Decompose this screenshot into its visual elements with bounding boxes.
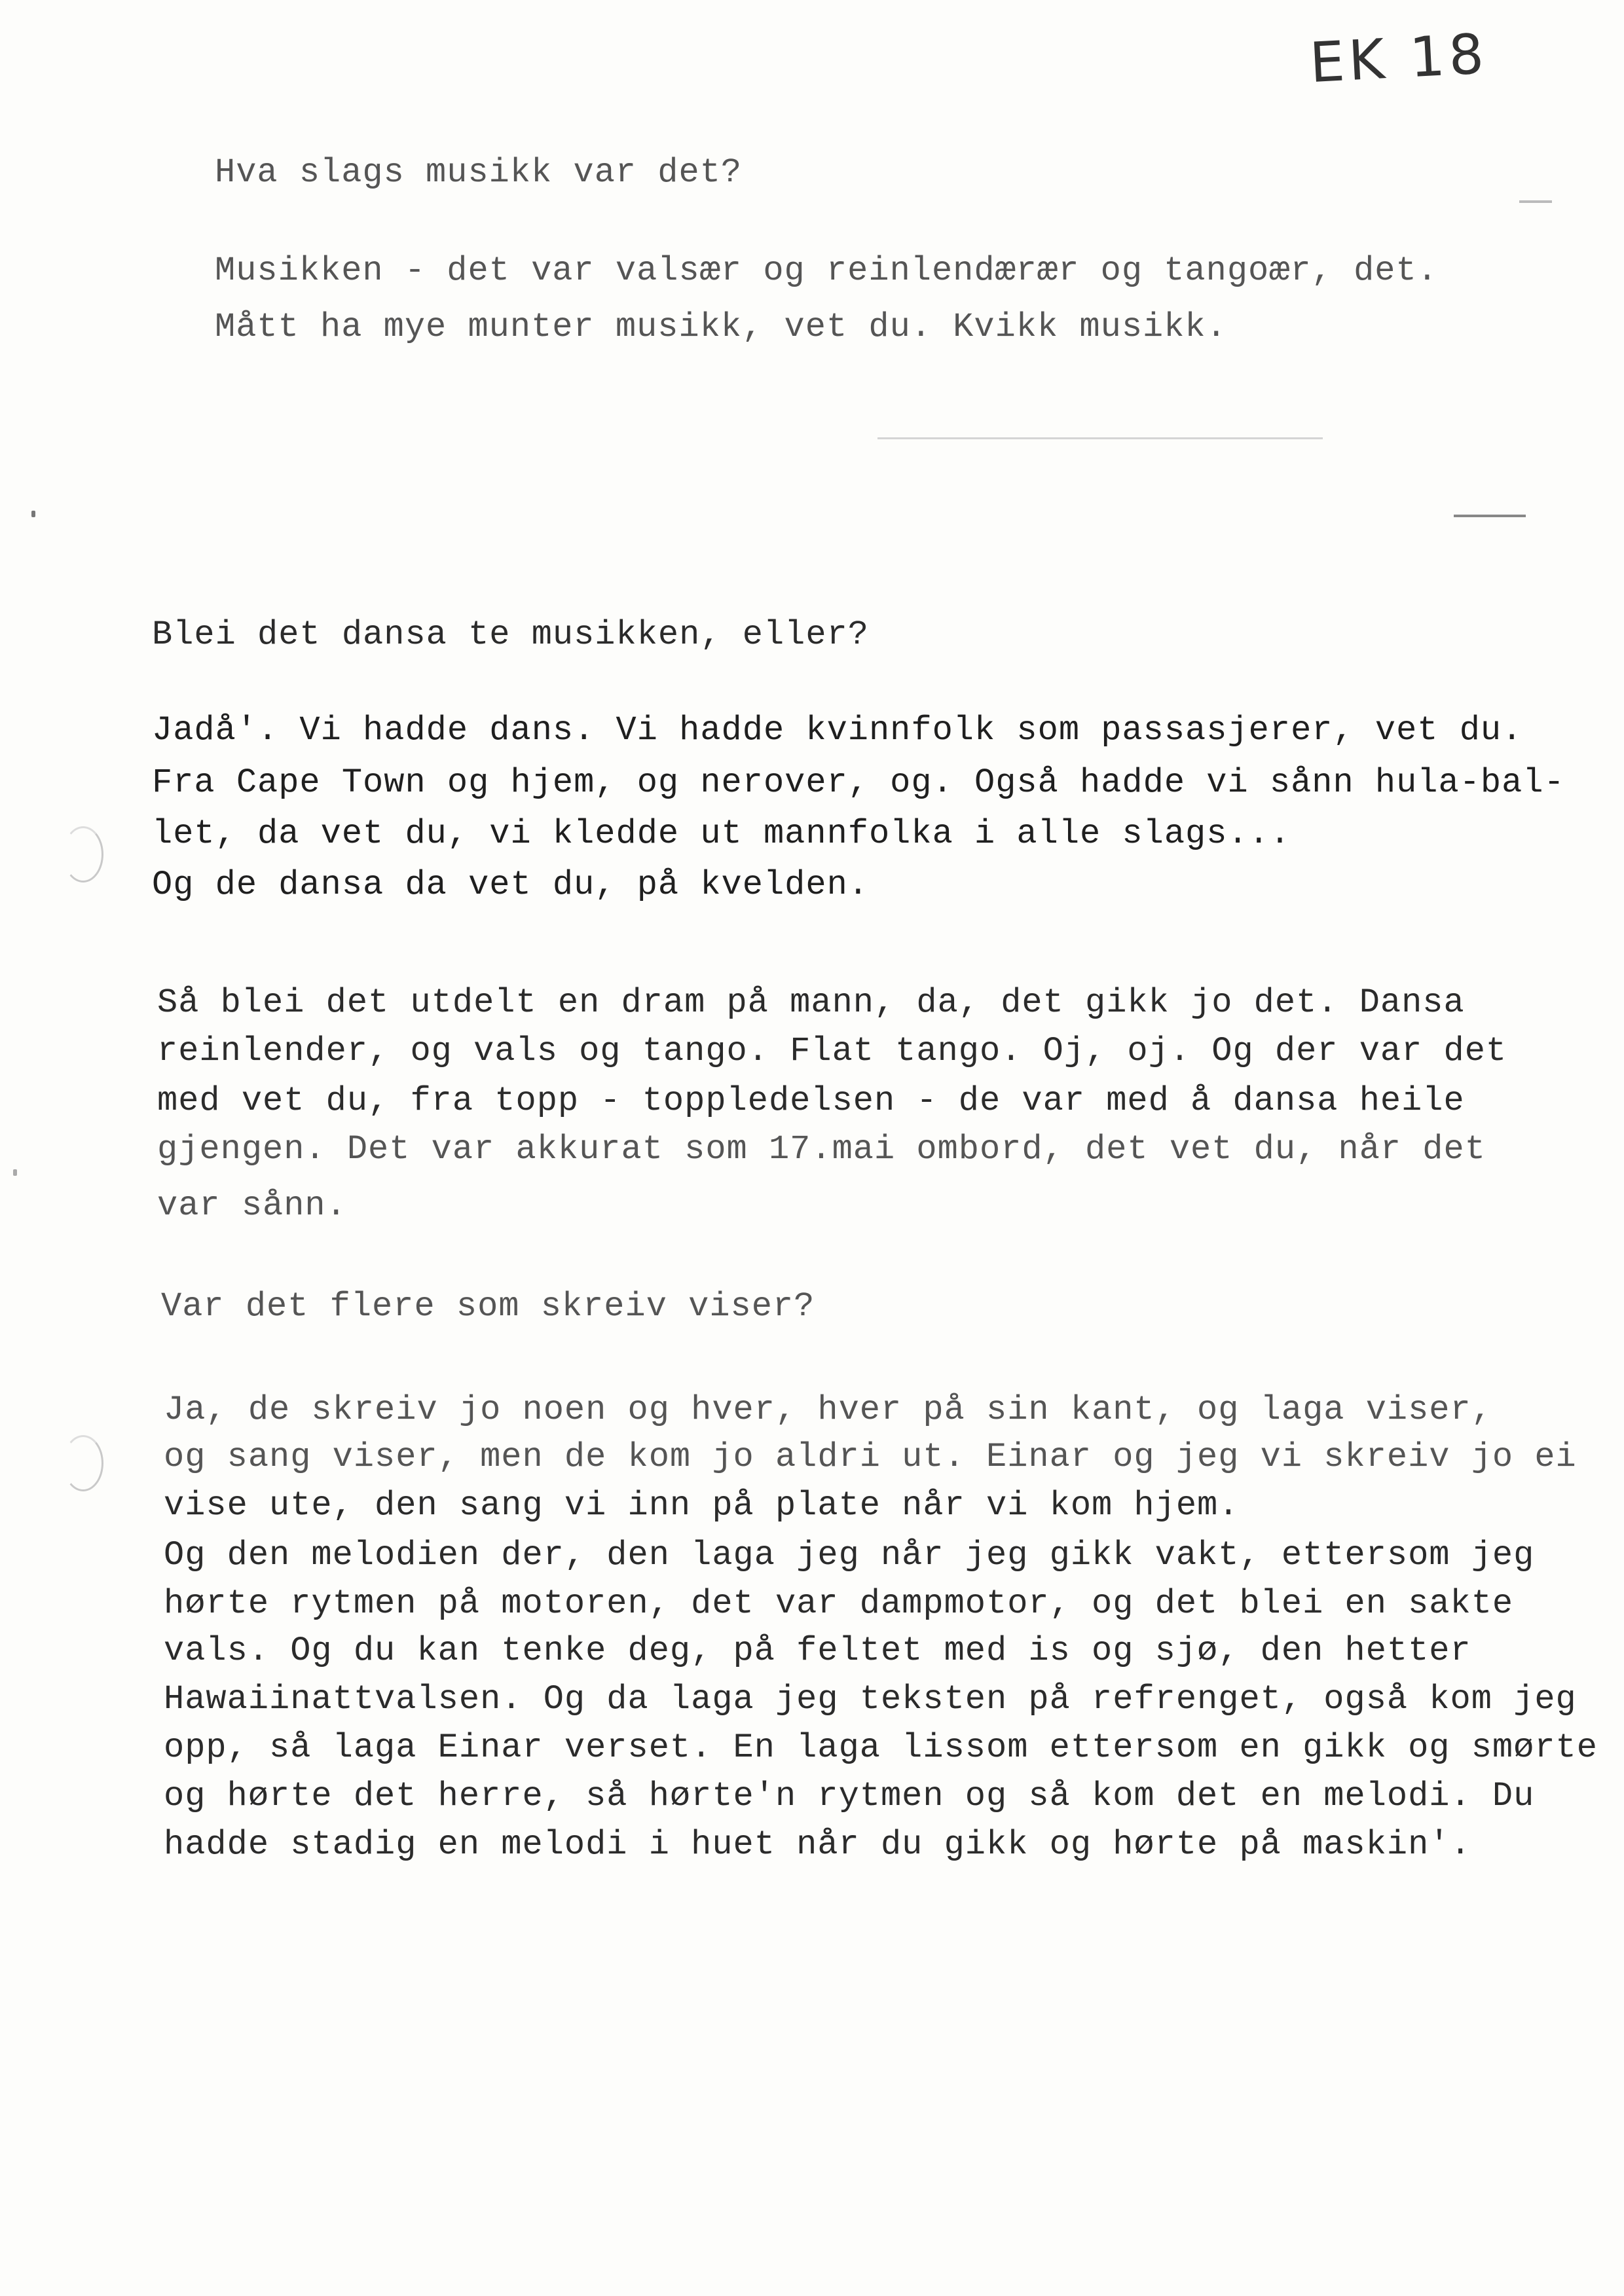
transcript-line: Hawaiinattvalsen. Og da laga jeg teksten på refrenget, også kom jeg — [164, 1680, 1577, 1719]
scan-smudge — [1519, 200, 1552, 203]
scan-speck — [31, 511, 35, 517]
transcript-line: var sånn. — [157, 1186, 347, 1225]
transcript-line: Jadå'. Vi hadde dans. Vi hadde kvinnfolk som passasjerer, vet du. — [152, 711, 1523, 750]
transcript-line: Så blei det utdelt en dram på mann, da, det gikk jo det. Dansa — [157, 983, 1465, 1022]
transcript-line: reinlender, og vals og tango. Flat tango. Oj, oj. Og der var det — [157, 1032, 1507, 1070]
transcript-line: let, da vet du, vi kledde ut mannfolka i alle slags... — [152, 814, 1291, 853]
transcript-line: Mått ha mye munter musikk, vet du. Kvikk musikk. — [215, 308, 1227, 346]
transcript-line: Fra Cape Town og hjem, og nerover, og. Også hadde vi sånn hula-bal- — [152, 763, 1565, 802]
transcript-line: Blei det dansa te musikken, eller? — [152, 615, 869, 654]
transcript-line: Og den melodien der, den laga jeg når jeg gikk vakt, ettersom jeg — [164, 1536, 1535, 1575]
transcript-line: Var det flere som skreiv viser? — [161, 1287, 815, 1326]
scan-smudge — [1454, 515, 1526, 517]
transcript-line: gjengen. Det var akkurat som 17.mai ombord, det vet du, når det — [157, 1130, 1486, 1169]
scan-smudge — [877, 437, 1323, 439]
punch-hole-bottom — [63, 1435, 103, 1491]
transcript-line: Hva slags musikk var det? — [215, 153, 743, 192]
transcript-line: og hørte det herre, så hørte'n rytmen og så kom det en melodi. Du — [164, 1777, 1535, 1815]
transcript-line: vise ute, den sang vi inn på plate når vi kom hjem. — [164, 1486, 1240, 1525]
transcript-line: og sang viser, men de kom jo aldri ut. Einar og jeg vi skreiv jo ei — [164, 1438, 1577, 1476]
scan-speck — [13, 1169, 17, 1176]
transcript-line: Musikken - det var valsær og reinlendærær og tangoær, det. — [215, 251, 1438, 290]
transcript-line: Og de dansa da vet du, på kvelden. — [152, 866, 869, 904]
transcript-line: med vet du, fra topp - toppledelsen - de var med å dansa heile — [157, 1082, 1465, 1120]
transcript-line: Ja, de skreiv jo noen og hver, hver på sin kant, og laga viser, — [164, 1391, 1492, 1429]
transcript-line: hadde stadig en melodi i huet når du gikk og hørte på maskin'. — [164, 1825, 1471, 1864]
archive-mark: EK 18 — [1308, 21, 1490, 96]
transcript-line: opp, så laga Einar verset. En laga lissom ettersom en gikk og smørte — [164, 1728, 1598, 1767]
transcript-line: hørte rytmen på motoren, det var dampmotor, og det blei en sakte — [164, 1584, 1514, 1623]
punch-hole-top — [63, 826, 103, 883]
transcript-line: vals. Og du kan tenke deg, på feltet med is og sjø, den hetter — [164, 1631, 1471, 1670]
